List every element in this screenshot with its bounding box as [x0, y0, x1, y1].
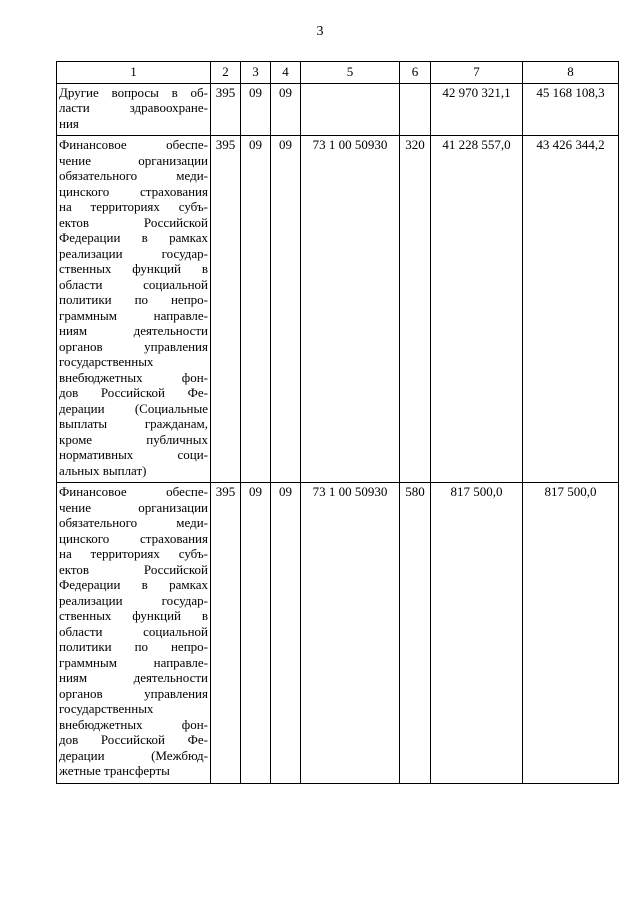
expense-name-line: кроме публичных	[59, 431, 208, 447]
column-header: 6	[400, 62, 431, 84]
expense-name-line: Федерации в рамках	[59, 577, 208, 592]
expense-name-line: обязательного меди-	[59, 515, 208, 530]
table-row	[57, 83, 619, 136]
expense-name-line: политики по непро-	[59, 292, 208, 307]
subsection-code-cell: 09	[271, 483, 301, 784]
expense-name-line: внебюджетных фон-	[59, 369, 208, 385]
subsection-code-cell: 09	[271, 83, 301, 136]
expense-name-line: дерации (Социальные	[59, 400, 208, 416]
expense-name-line: ектов Российской	[59, 561, 208, 577]
expense-name-line: цинского страхования	[59, 530, 208, 546]
column-header: 3	[241, 62, 271, 84]
expense-name-line: Финансовое обеспе-	[59, 137, 208, 152]
column-header: 7	[431, 62, 523, 84]
expense-name-cell	[57, 83, 211, 136]
page-number: 3	[316, 24, 324, 39]
expense-name-cell	[57, 483, 211, 784]
expense-name-line: области социальной	[59, 623, 208, 639]
column-header: 2	[211, 62, 241, 84]
amount-year-1-cell: 42 970 321,1	[431, 83, 523, 136]
expense-name-line: выплаты гражданам,	[59, 416, 208, 431]
expense-name-line: нормативных соци-	[59, 447, 208, 462]
expense-name-line: реализации государ-	[59, 245, 208, 261]
expense-name-line: ния	[59, 115, 79, 131]
expense-name-line: ственных функций в	[59, 608, 208, 623]
expense-name-line: на территориях субъ-	[59, 199, 208, 214]
target-article-cell	[301, 83, 400, 136]
amount-year-2-cell: 43 426 344,2	[523, 136, 619, 483]
expense-name-line: ласти здравоохране-	[59, 100, 208, 115]
table-row	[57, 483, 619, 784]
amount-year-1-cell: 41 228 557,0	[431, 136, 523, 483]
column-header: 4	[271, 62, 301, 84]
expense-name-line: альных выплат)	[59, 462, 147, 478]
expense-name-line: Финансовое обеспе-	[59, 484, 208, 499]
column-header: 5	[301, 62, 400, 84]
target-article-cell: 73 1 00 50930	[301, 136, 400, 483]
expense-name-line: цинского страхования	[59, 183, 208, 199]
expense-type-cell: 320	[400, 136, 431, 483]
expense-type-cell: 580	[400, 483, 431, 784]
amount-year-1-cell: 817 500,0	[431, 483, 523, 784]
expense-name-line: обязательного меди-	[59, 168, 208, 183]
expense-name-line: дов Российской Фе-	[59, 385, 208, 400]
expense-name-line: Федерации в рамках	[59, 230, 208, 245]
budget-table	[56, 61, 619, 784]
expense-name-line: органов управления	[59, 338, 208, 354]
expense-name-line: государственных	[59, 701, 154, 716]
expense-name-line: граммным направле-	[59, 654, 208, 670]
expense-name-line: области социальной	[59, 276, 208, 292]
expense-name-line: государственных	[59, 354, 154, 369]
expense-name-line: чение организации	[59, 499, 208, 515]
column-header: 1	[57, 62, 211, 84]
expense-name-line: чение организации	[59, 152, 208, 168]
expense-name-line: на территориях субъ-	[59, 546, 208, 561]
target-article-cell: 73 1 00 50930	[301, 483, 400, 784]
expense-name-line: дов Российской Фе-	[59, 732, 208, 747]
expense-name-line: ектов Российской	[59, 214, 208, 230]
table-header-row	[57, 62, 619, 84]
expense-name-line: ственных функций в	[59, 261, 208, 276]
expense-name-line: Другие вопросы в об-	[59, 84, 208, 100]
expense-name-line: реализации государ-	[59, 592, 208, 608]
expense-name-cell	[57, 136, 211, 483]
expense-name-line: дерации (Межбюд-	[59, 747, 208, 763]
expense-name-line: политики по непро-	[59, 639, 208, 654]
expense-name-line: граммным направле-	[59, 307, 208, 323]
expense-name-line: ниям деятельности	[59, 670, 208, 685]
expense-name-line: внебюджетных фон-	[59, 716, 208, 732]
section-code-cell: 09	[241, 136, 271, 483]
expense-name-line: ниям деятельности	[59, 323, 208, 338]
expense-name-line: органов управления	[59, 685, 208, 701]
section-code-cell: 09	[241, 483, 271, 784]
ministry-code-cell: 395	[211, 483, 241, 784]
section-code-cell: 09	[241, 83, 271, 136]
ministry-code-cell: 395	[211, 136, 241, 483]
subsection-code-cell: 09	[271, 136, 301, 483]
expense-type-cell	[400, 83, 431, 136]
amount-year-2-cell: 817 500,0	[523, 483, 619, 784]
ministry-code-cell: 395	[211, 83, 241, 136]
column-header: 8	[523, 62, 619, 84]
table-row	[57, 136, 619, 483]
expense-name-line: жетные трансферты	[59, 763, 170, 778]
amount-year-2-cell: 45 168 108,3	[523, 83, 619, 136]
